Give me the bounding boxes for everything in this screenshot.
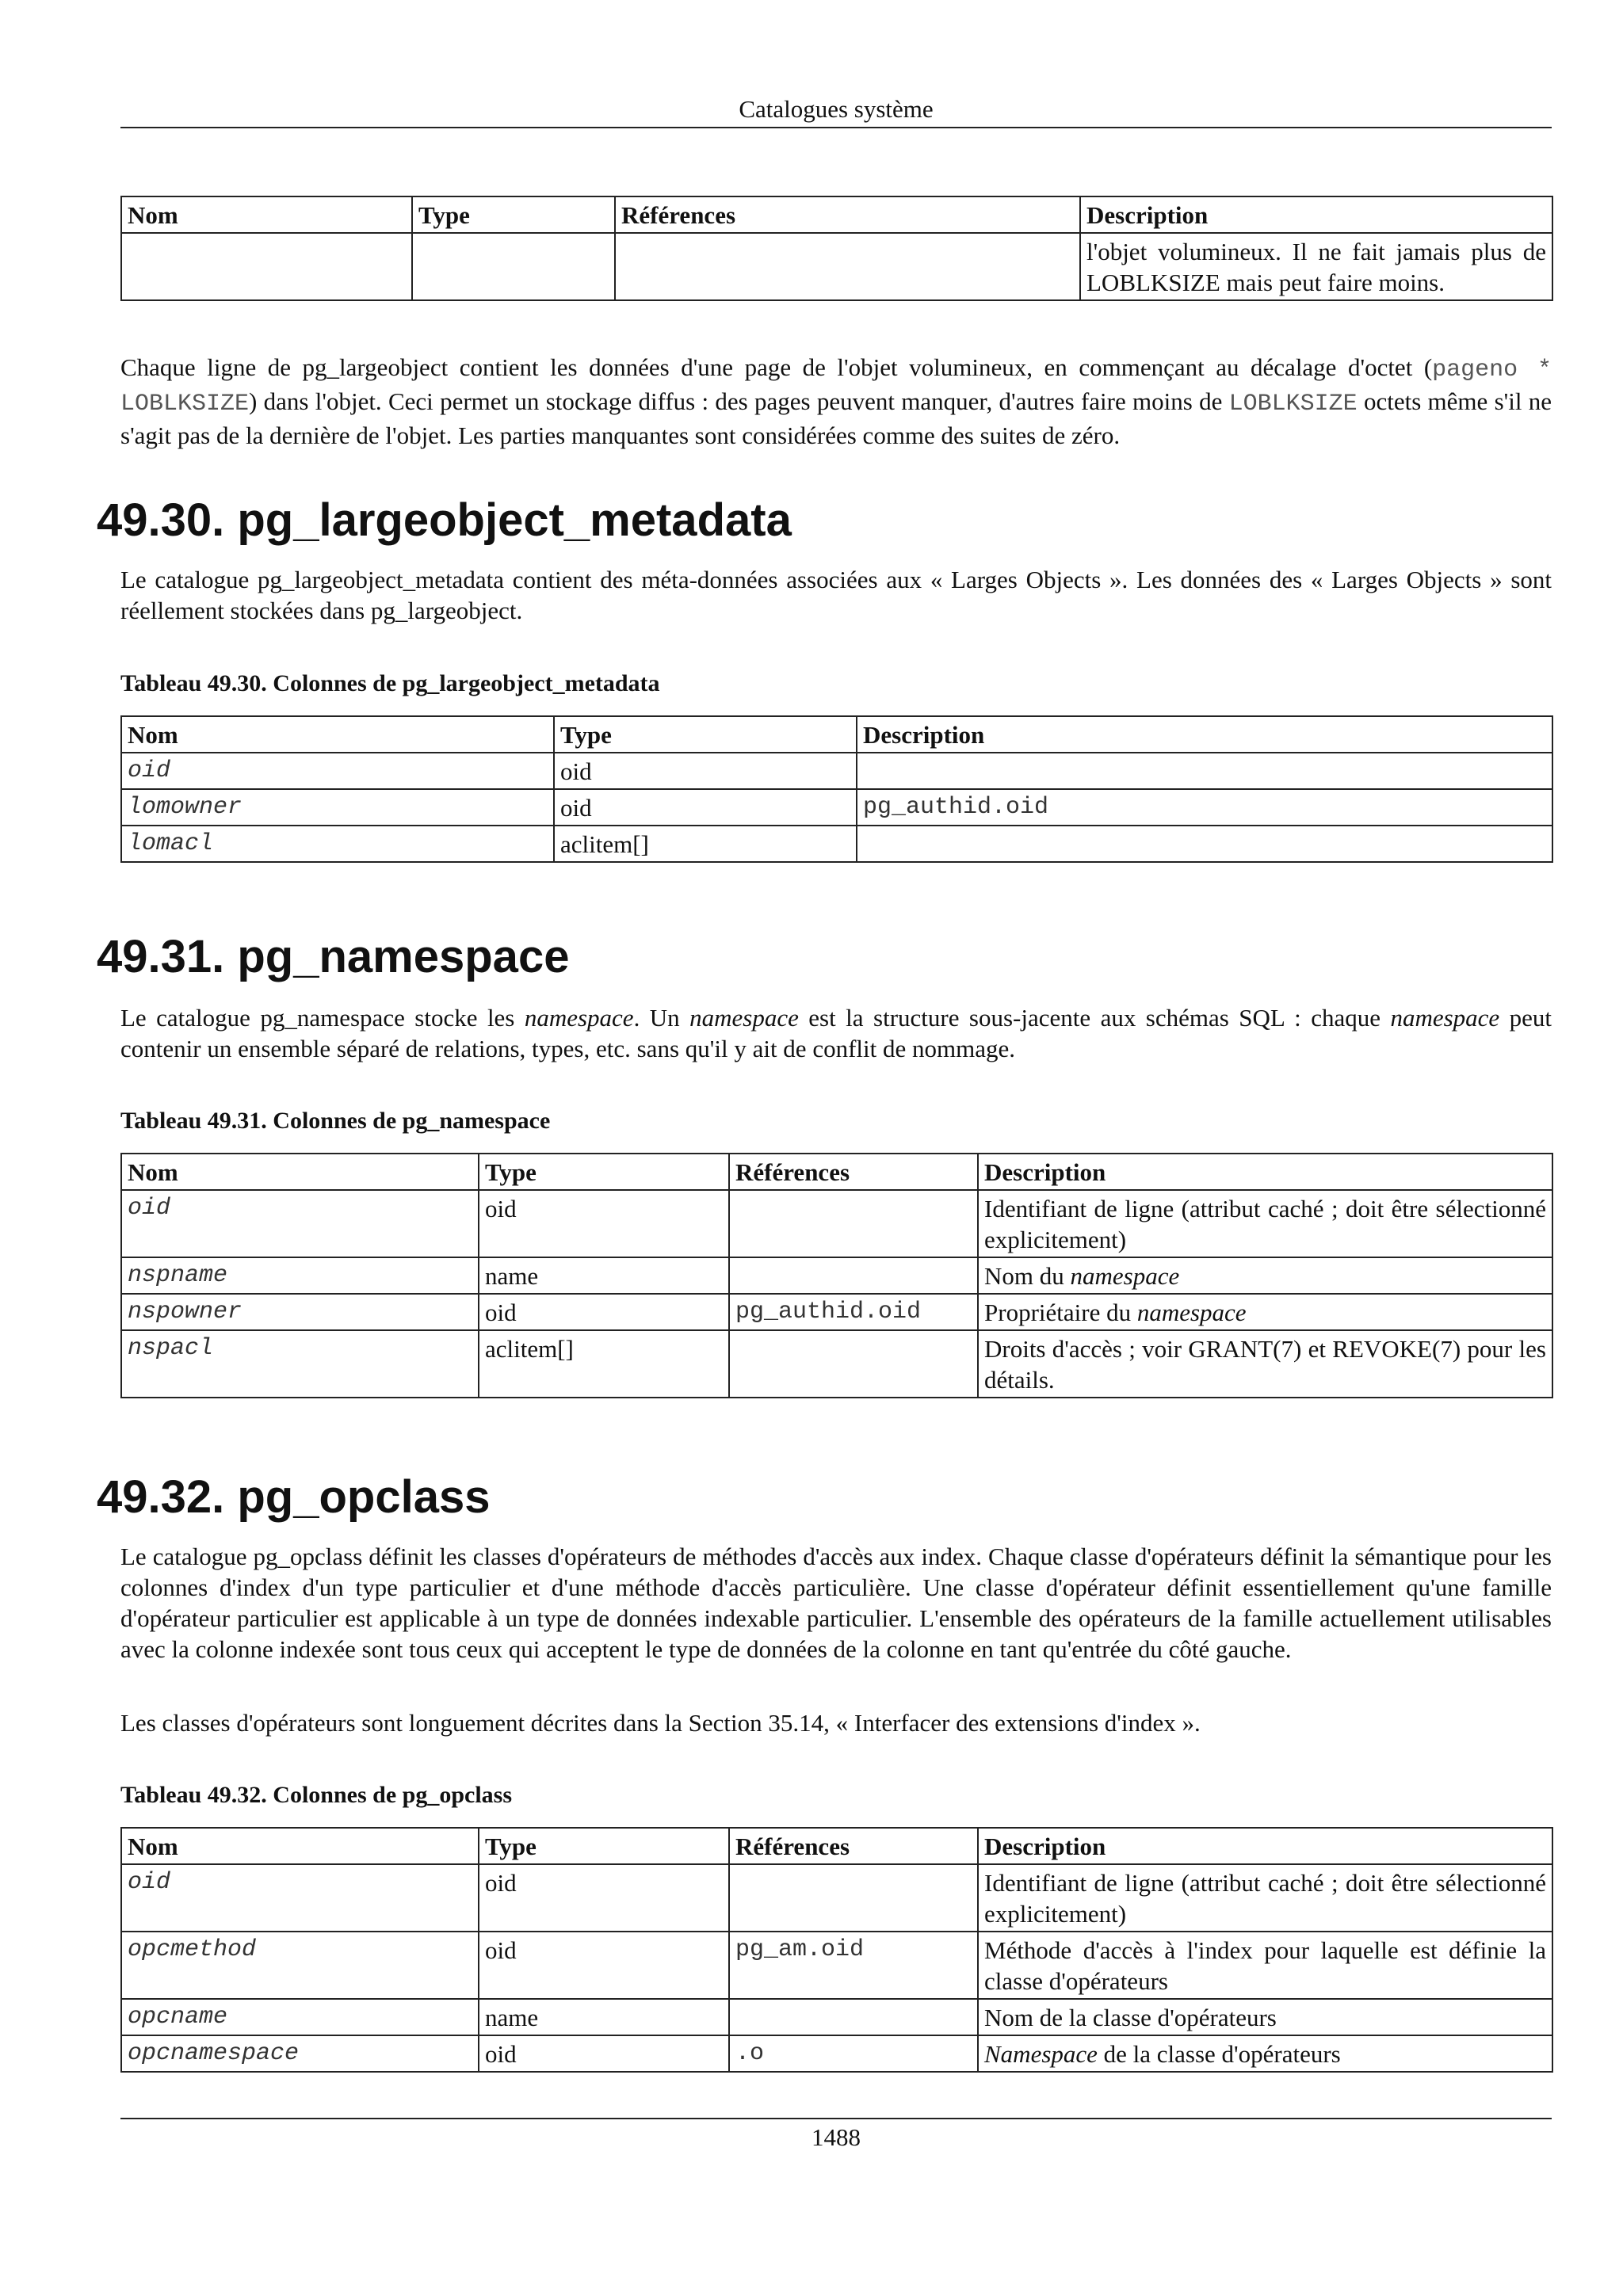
cell-description xyxy=(978,2035,1552,2072)
footer-rule xyxy=(120,2118,1552,2119)
inline-code: LOBLKSIZE xyxy=(1228,391,1358,418)
text: ) dans l'objet. Ceci permet un stockage diffus : des pages peuvent manquer, d'autres faire moins de xyxy=(249,387,1229,415)
cell-description: Nom de la classe d'opérateurs xyxy=(978,1999,1552,2035)
cell-nom: lomowner xyxy=(121,789,554,826)
section-intro-4931 xyxy=(120,1002,1552,1064)
cell-type: oid xyxy=(554,753,857,789)
text: est la structure sous-jacente aux schémas SQL : chaque xyxy=(798,1004,1391,1032)
paragraph: Le catalogue pg_largeobject_metadata contient des méta-données associées aux « Larges Objects ». Les données des « Larges Objects » sont réellement stockées dans pg_largeobject. xyxy=(120,566,1552,624)
table-row xyxy=(121,826,1552,862)
cell-references xyxy=(729,1330,978,1398)
table-row xyxy=(121,1999,1552,2035)
table-header-row xyxy=(121,1154,1552,1190)
table-header-row xyxy=(121,196,1552,233)
cell-description: Méthode d'accès à l'index pour laquelle est définie la classe d'opérateurs xyxy=(978,1932,1552,1999)
paragraph: Les classes d'opérateurs sont longuement décrites dans la Section 35.14, « Interfacer des extensions d'index ». xyxy=(120,1709,1201,1737)
column-header-type: Type xyxy=(479,1154,729,1190)
column-header-nom: Nom xyxy=(121,716,554,753)
cell-nom: opcnamespace xyxy=(121,2035,479,2072)
cell-type: aclitem[] xyxy=(554,826,857,862)
cell-description xyxy=(978,1294,1552,1330)
table-4931 xyxy=(120,1153,1553,1398)
column-header-description: Description xyxy=(1080,196,1552,233)
cell-nom: opcname xyxy=(121,1999,479,2035)
table-block-4932 xyxy=(120,1827,1552,2073)
running-header: Catalogues système xyxy=(739,95,934,123)
table-block-4931 xyxy=(120,1153,1552,1398)
table-row xyxy=(121,789,1552,826)
table-header-row xyxy=(121,716,1552,753)
cell-nom: nspname xyxy=(121,1257,479,1294)
cell-references xyxy=(729,1999,978,2035)
table-caption-4932: Tableau 49.32. Colonnes de pg_opclass xyxy=(120,1782,513,1808)
cell-description: Droits d'accès ; voir GRANT(7) et REVOKE(7) pour les détails. xyxy=(978,1330,1552,1398)
cell-description: Identifiant de ligne (attribut caché ; doit être sélectionné explicitement) xyxy=(978,1864,1552,1932)
column-header-nom: Nom xyxy=(121,196,412,233)
text: de la classe d'opérateurs xyxy=(1097,2040,1341,2068)
table-row xyxy=(121,1330,1552,1398)
cell-type: name xyxy=(479,1999,729,2035)
table-row xyxy=(121,233,1552,300)
column-header-description: Description xyxy=(857,716,1552,753)
section-intro-4930 xyxy=(120,564,1552,626)
text: Propriétaire du xyxy=(984,1299,1137,1326)
cell-description: l'objet volumineux. Il ne fait jamais plus de LOBLKSIZE mais peut faire moins. xyxy=(1080,233,1552,300)
column-header-nom: Nom xyxy=(121,1828,479,1864)
column-header-type: Type xyxy=(412,196,615,233)
cell-description: pg_authid.oid xyxy=(857,789,1552,826)
emphasis: Namespace xyxy=(984,2040,1098,2068)
table-caption-4930: Tableau 49.30. Colonnes de pg_largeobject_metadata xyxy=(120,670,660,696)
table-row xyxy=(121,753,1552,789)
text: Nom du xyxy=(984,1262,1071,1290)
column-header-nom: Nom xyxy=(121,1154,479,1190)
cell-type: oid xyxy=(554,789,857,826)
paragraph xyxy=(120,352,1552,451)
cell-nom: opcmethod xyxy=(121,1932,479,1999)
column-header-description: Description xyxy=(978,1154,1552,1190)
text: Chaque ligne de pg_largeobject contient les données d'une page de l'objet volumineux, en commençant au décalage d'octet ( xyxy=(120,353,1433,381)
cell-nom: nspacl xyxy=(121,1330,479,1398)
largeobject-paragraph xyxy=(120,352,1552,451)
cell-description xyxy=(857,826,1552,862)
text: peut contenir un ensemble séparé de relations, types, etc. sans qu'il y ait de conflit de nommage. xyxy=(120,1004,1552,1062)
cell-nom: oid xyxy=(121,753,554,789)
cell-nom: oid xyxy=(121,1190,479,1257)
cell-nom: oid xyxy=(121,1864,479,1932)
table-row xyxy=(121,1190,1552,1257)
table-header-row xyxy=(121,1828,1552,1864)
cell-references: pg_authid.oid xyxy=(729,1294,978,1330)
header-rule xyxy=(120,127,1552,128)
section-intro-4932 xyxy=(120,1541,1552,1665)
emphasis: namespace xyxy=(1136,1299,1247,1326)
cell-references: .o xyxy=(729,2035,978,2072)
text: . Un xyxy=(633,1004,690,1032)
cell-nom: nspowner xyxy=(121,1294,479,1330)
table-row xyxy=(121,1932,1552,1999)
column-header-references: Références xyxy=(729,1828,978,1864)
cell-description: Identifiant de ligne (attribut caché ; doit être sélectionné explicitement) xyxy=(978,1190,1552,1257)
text: octets même s'il ne s'agit pas de la dernière de l'objet. Les parties manquantes sont considérées comme des suites de zéro. xyxy=(120,387,1552,449)
table-block-4930 xyxy=(120,715,1552,863)
cell-nom xyxy=(121,233,412,300)
section-intro2-4932 xyxy=(120,1707,1552,1738)
table-4932 xyxy=(120,1827,1553,2073)
emphasis: namespace xyxy=(689,1004,799,1032)
cell-type: name xyxy=(479,1257,729,1294)
table-row xyxy=(121,2035,1552,2072)
cell-type xyxy=(412,233,615,300)
continued-table xyxy=(120,196,1553,301)
emphasis: namespace xyxy=(1070,1262,1180,1290)
cell-references xyxy=(729,1190,978,1257)
section-heading-4932: 49.32. pg_opclass xyxy=(97,1471,491,1523)
paragraph xyxy=(120,1002,1552,1064)
text: Le catalogue pg_namespace stocke les xyxy=(120,1004,525,1032)
cell-type: oid xyxy=(479,1294,729,1330)
cell-nom: lomacl xyxy=(121,826,554,862)
continued-table-block xyxy=(120,196,1552,301)
table-row xyxy=(121,1864,1552,1932)
cell-type: oid xyxy=(479,2035,729,2072)
emphasis: namespace xyxy=(524,1004,634,1032)
emphasis: namespace xyxy=(1390,1004,1500,1032)
cell-references xyxy=(729,1257,978,1294)
section-heading-4931: 49.31. pg_namespace xyxy=(97,931,570,982)
table-caption-4931: Tableau 49.31. Colonnes de pg_namespace xyxy=(120,1108,551,1134)
column-header-references: Références xyxy=(729,1154,978,1190)
cell-type: oid xyxy=(479,1932,729,1999)
table-4930 xyxy=(120,715,1553,863)
table-row xyxy=(121,1257,1552,1294)
cell-references xyxy=(729,1864,978,1932)
inline-code: pageno * LOBLKSIZE xyxy=(120,357,1552,418)
cell-description xyxy=(978,1257,1552,1294)
cell-type: aclitem[] xyxy=(479,1330,729,1398)
cell-references: pg_am.oid xyxy=(729,1932,978,1999)
page-number: 1488 xyxy=(812,2123,861,2151)
cell-references xyxy=(615,233,1080,300)
column-header-references: Références xyxy=(615,196,1080,233)
section-heading-4930: 49.30. pg_largeobject_metadata xyxy=(97,494,792,546)
cell-type: oid xyxy=(479,1190,729,1257)
paragraph: Le catalogue pg_opclass définit les classes d'opérateurs de méthodes d'accès aux index. Chaque classe d'opérateurs définit la sémantique pour les colonnes d'index d'un type particulier et d'une méthode d'accès particulière. Une classe d'opérateur définit essentiellement qu'une famille d'opérateur particulier est applicable à un type de données indexable particulier. L'ensemble des opérateurs de la famille actuellement utilisables avec la colonne indexée sont tous ceux qui acceptent le type de données de la colonne en tant qu'entrée du côté gauche. xyxy=(120,1543,1552,1663)
column-header-type: Type xyxy=(554,716,857,753)
cell-description xyxy=(857,753,1552,789)
table-row xyxy=(121,1294,1552,1330)
column-header-type: Type xyxy=(479,1828,729,1864)
cell-type: oid xyxy=(479,1864,729,1932)
column-header-description: Description xyxy=(978,1828,1552,1864)
